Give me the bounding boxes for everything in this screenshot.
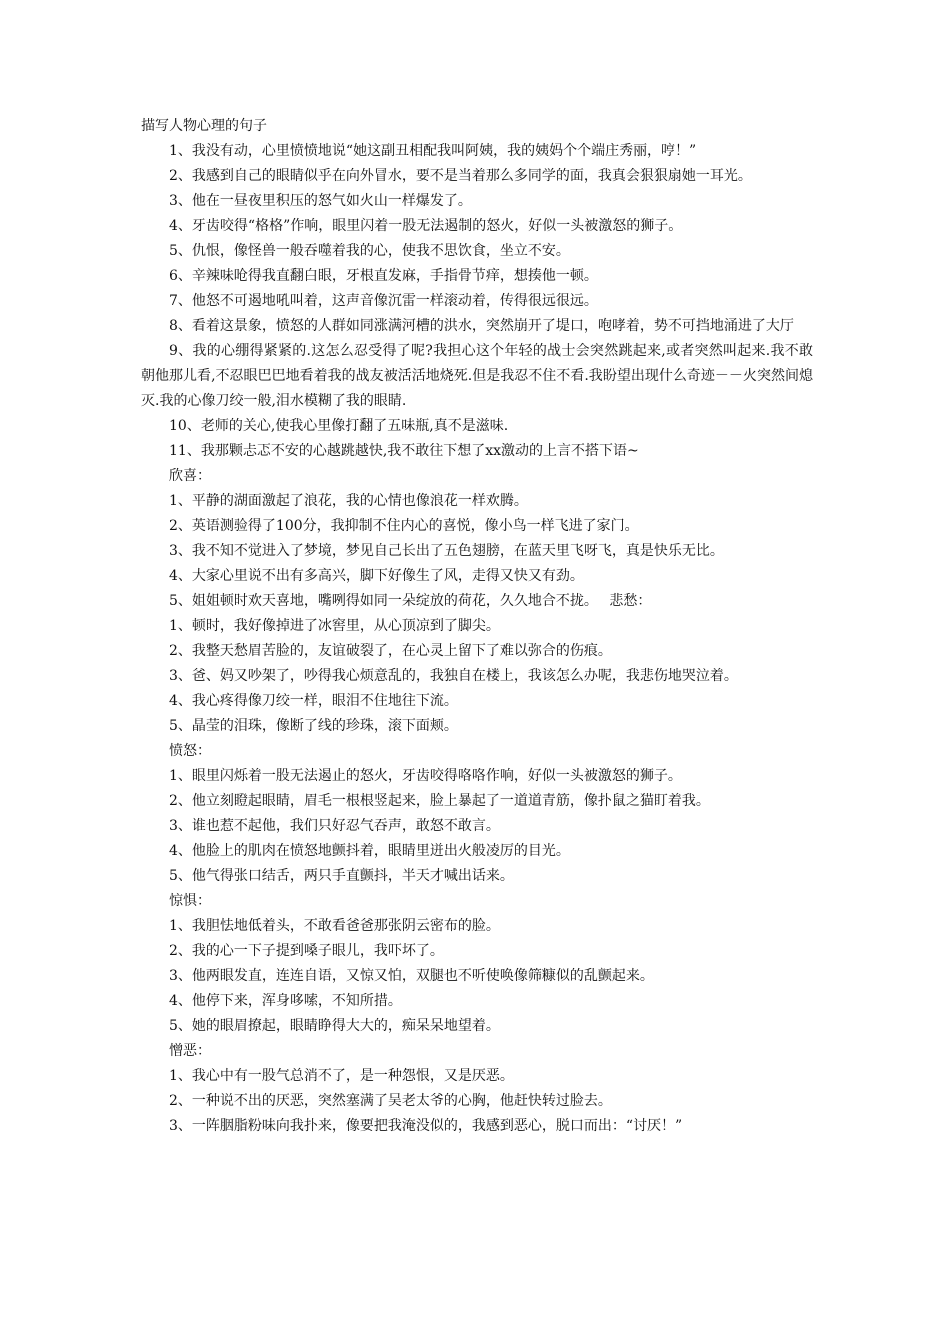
document-title: 描写人物心理的句子 [141,118,267,134]
paragraph: 3、一阵胭脂粉味向我扑来，像要把我淹没似的，我感到恶心，脱口而出：“讨厌！” [169,1118,683,1134]
paragraph: 1、我没有动，心里愤愤地说“她这副丑相配我叫阿姨，我的姨妈个个端庄秀丽，哼！” [169,143,697,159]
paragraph: 1、我心中有一股气总消不了，是一种怨恨，又是厌恶。 [169,1068,514,1084]
paragraph: 11、我那颗忐忑不安的心越跳越快,我不敢往下想了xx激动的上言不搭下语~ [169,443,639,459]
paragraph: 1、眼里闪烁着一股无法遏止的怒火，牙齿咬得咯咯作响，好似一头被激怒的狮子。 [169,768,682,784]
document-page [141,114,813,1139]
paragraph: 4、牙齿咬得“格格”作响，眼里闪着一股无法遏制的怒火，好似一头被激怒的狮子。 [169,218,683,234]
paragraph: 1、平静的湖面激起了浪花，我的心情也像浪花一样欢腾。 [169,493,528,509]
paragraph: 5、姐姐顿时欢天喜地，嘴咧得如同一朵绽放的荷花，久久地合不拢。 悲愁： [169,593,652,609]
paragraph: 3、我不知不觉进入了梦境，梦见自己长出了五色翅膀，在蓝天里飞呀飞，真是快乐无比。 [169,543,724,559]
section-heading-fear: 惊惧： [169,893,211,909]
paragraph: 5、他气得张口结舌，两只手直颤抖，半天才喊出话来。 [169,868,514,884]
paragraph: 3、爸、妈又吵架了，吵得我心烦意乱的，我独自在楼上，我该怎么办呢，我悲伤地哭泣着。 [169,668,738,684]
paragraph: 6、辛辣味呛得我直翻白眼，牙根直发麻，手指骨节痒，想揍他一顿。 [169,268,598,284]
paragraph: 3、他两眼发直，连连自语，又惊又怕，双腿也不听使唤像筛糠似的乱颤起来。 [169,968,654,984]
paragraph: 2、一种说不出的厌恶，突然塞满了吴老太爷的心胸，他赶快转过脸去。 [169,1093,612,1109]
paragraph: 3、他在一昼夜里积压的怒气如火山一样爆发了。 [169,193,472,209]
paragraph: 3、谁也惹不起他，我们只好忍气吞声，敢怒不敢言。 [169,818,500,834]
section-heading-disgust: 憎恶： [169,1043,211,1059]
paragraph: 8、看着这景象，愤怒的人群如同涨满河槽的洪水，突然崩开了堤口，咆哮着，势不可挡地涌进了大厅 [169,318,794,334]
section-heading-joy: 欣喜： [169,468,211,484]
paragraph: 4、他停下来，浑身哆嗦，不知所措。 [169,993,402,1009]
paragraph: 1、我胆怯地低着头，不敢看爸爸那张阴云密布的脸。 [169,918,500,934]
paragraph: 2、我的心一下子提到嗓子眼儿，我吓坏了。 [169,943,444,959]
paragraph: 4、他脸上的肌肉在愤怒地颤抖着，眼睛里迸出火般凌厉的目光。 [169,843,570,859]
paragraph: 2、我感到自己的眼睛似乎在向外冒水，要不是当着那么多同学的面，我真会狠狠扇她一耳光。 [169,168,752,184]
paragraph: 9、我的心绷得紧紧的.这怎么忍受得了呢?我担心这个年轻的战士会突然跳起来,或者突然叫起来.我不敢朝他那儿看,不忍眼巴巴地看着我的战友被活活地烧死.但是我忍不住不看.我盼望出现什么奇迹－－火突然间熄灭.我的心像刀绞一般,泪水模糊了我的眼睛. [141,343,813,409]
paragraph: 2、他立刻瞪起眼睛，眉毛一根根竖起来，脸上暴起了一道道青筋，像扑鼠之猫盯着我。 [169,793,710,809]
section-heading-anger: 愤怒： [169,743,211,759]
paragraph: 4、大家心里说不出有多高兴，脚下好像生了风，走得又快又有劲。 [169,568,584,584]
paragraph: 10、老师的关心,使我心里像打翻了五味瓶,真不是滋味. [169,418,509,434]
paragraph: 4、我心疼得像刀绞一样，眼泪不住地往下流。 [169,693,458,709]
paragraph: 5、她的眼眉撩起，眼睛睁得大大的，痴呆呆地望着。 [169,1018,500,1034]
paragraph: 2、英语测验得了100分，我抑制不住内心的喜悦，像小鸟一样飞进了家门。 [169,518,639,534]
paragraph: 5、仇恨，像怪兽一般吞噬着我的心，使我不思饮食，坐立不安。 [169,243,570,259]
paragraph: 7、他怒不可遏地吼叫着，这声音像沉雷一样滚动着，传得很远很远。 [169,293,598,309]
paragraph: 2、我整天愁眉苦脸的，友谊破裂了，在心灵上留下了难以弥合的伤痕。 [169,643,612,659]
paragraph: 5、晶莹的泪珠，像断了线的珍珠，滚下面颊。 [169,718,458,734]
paragraph: 1、顿时，我好像掉进了冰窖里，从心顶凉到了脚尖。 [169,618,500,634]
